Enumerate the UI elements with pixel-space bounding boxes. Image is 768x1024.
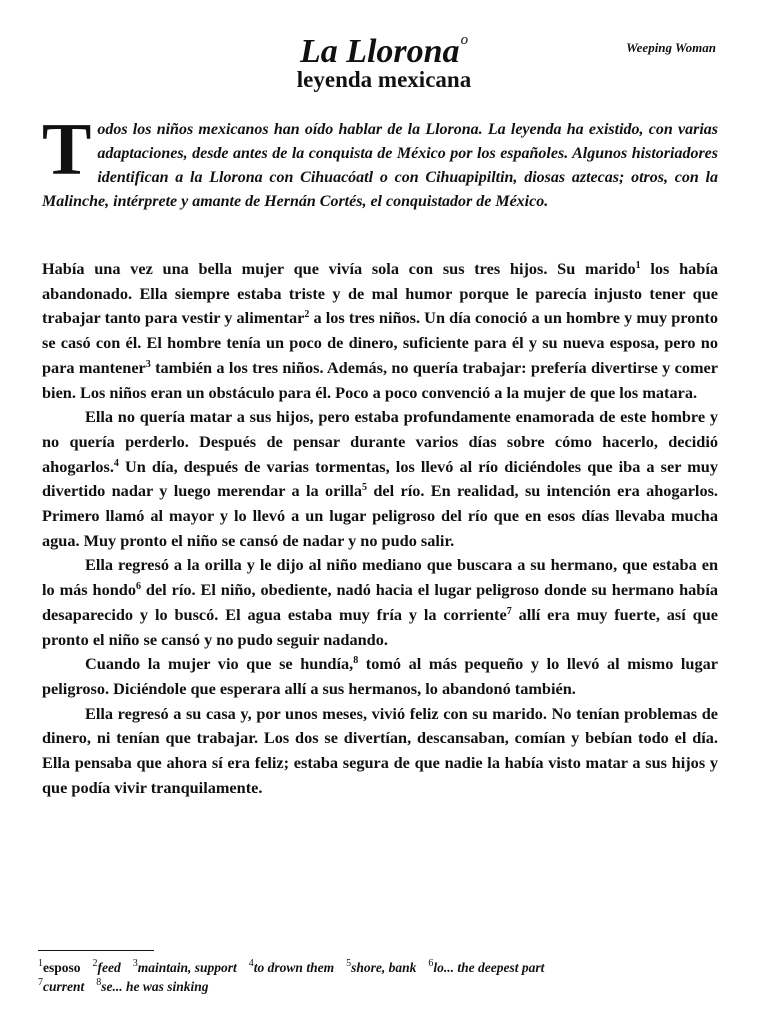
p2-text-b: Un día, después de varias tormentas, los llevó al río diciéndoles que iba a ser muy divertido nadar y luego merendar a la orilla [42, 456, 718, 501]
paragraph-2 [42, 405, 718, 553]
footnote-ref-2: 2 [304, 309, 310, 321]
footnote-word: shore, bank [351, 960, 417, 975]
paragraph-1 [42, 257, 718, 405]
p1-text-d: también a los tres niños. Además, no quería trabajar: prefería divertirse y comer bien. Los niños eran un obstáculo para él. Poco a poco convenció a la mujer de que los matara. [42, 357, 718, 402]
footnote-3 [133, 958, 237, 977]
p3-text-c: allí era muy fuerte, así que pronto el niño se cansó y no pudo seguir nadando. [42, 604, 718, 649]
intro-paragraph [42, 109, 718, 214]
footnote-word: current [43, 979, 85, 994]
footnote-num: 5 [346, 958, 352, 969]
footnote-8 [96, 977, 208, 996]
p3-text-a: Ella regresó a la orilla y le dijo al niño mediano que buscara a su hermano, que estaba en lo más hondo [42, 555, 718, 600]
p4-text-a: Cuando la mujer vio que se hundía, [85, 654, 354, 674]
footnote-num: 6 [428, 958, 434, 969]
footnote-ref-1: 1 [635, 260, 641, 271]
footnote-5 [346, 958, 416, 977]
paragraph-4 [42, 652, 718, 701]
footnote-word: lo... the deepest part [433, 960, 545, 975]
footnote-num: 7 [38, 977, 43, 988]
footnote-7 [38, 977, 84, 996]
footnote-ref-4: 4 [113, 457, 119, 469]
footnote-num: 2 [92, 958, 98, 969]
footnote-4 [249, 958, 334, 977]
footnote-ref-7: 7 [506, 605, 512, 617]
footnote-num: 3 [132, 958, 138, 969]
footnote-ref-8: 8 [353, 655, 359, 667]
footnote-ref-6: 6 [135, 581, 141, 593]
p1-text-c: a los tres niños. Un día conoció a un hombre y muy pronto se casó con él. El hombre tenía un poco de dinero, suficiente para él y su nueva esposa, pero no para mantener [42, 308, 718, 377]
p5-text: Ella regresó a su casa y, por unos meses, vivió feliz con su marido. No tenían problemas de dinero, ni tenían que trabajar. Los dos se divertían, descansaban, comían y bebían todo el día. Ella pensaba que ahora sí era feliz; estaba segura de que nadie la había visto matar a sus hijos y que podía vivir tranquilamente. [42, 703, 718, 797]
footnote-rule [38, 950, 154, 951]
drop-cap: T [42, 109, 92, 191]
footnote-2 [93, 958, 121, 977]
title-footnote-mark: o [460, 32, 469, 48]
footnotes [38, 958, 728, 996]
footnote-num: 8 [96, 977, 102, 988]
paragraph-5 [42, 702, 718, 801]
footnote-1 [38, 958, 81, 977]
p2-text-a: Ella no quería matar a sus hijos, pero estaba profundamente enamorada de este hombre y no quería perderlo. Después de pensar durante varios días sobre cómo hacerlo, decidió ahogarlos. [42, 407, 718, 476]
footnote-word: feed [97, 960, 121, 975]
footnote-word: se... he was sinking [101, 979, 209, 994]
footnote-6 [428, 958, 544, 977]
footnote-word: esposo [43, 960, 81, 975]
page-subtitle: leyenda mexicana [296, 67, 472, 92]
title-gloss: Weeping Woman [626, 40, 716, 55]
intro-text: odos los niños mexicanos han oído hablar de la Llorona. La leyenda ha existido, con varias adaptaciones, desde antes de la conquista de México por los españoles. Algunos historiadores identifican a la Llorona con Cihuacóatl o con Cihuapipiltin, diosas aztecas; otros, con la Malinche, intérprete y amante de Hernán Cortés, el conquistador de México. [42, 121, 718, 210]
p3-text-b: del río. El niño, obediente, nadó hacia el lugar peligroso donde su hermano había desaparecido y lo buscó. El agua estaba muy fría y la corriente [42, 580, 718, 624]
p1-text-b: los había abandonado. Ella siempre estaba triste y de mal humor porque le parecía injusto tener que trabajar tanto para vestir y alimentar [42, 259, 718, 328]
p2-text-c: del río. En realidad, su intención era ahogarlos. Primero llamó al mayor y lo llevó a un lugar peligroso del río que en esos días llevaba mucha agua. Muy pronto el niño se cansó de nadar y no pudo salir. [42, 481, 718, 550]
story-body [42, 257, 718, 800]
paragraph-3 [42, 553, 718, 652]
footnote-num: 4 [248, 958, 254, 969]
footnote-ref-5: 5 [362, 482, 368, 494]
title-row [0, 20, 768, 70]
footnote-ref-3: 3 [145, 358, 151, 370]
p4-text-b: tomó al más pequeño y lo llevó al mismo lugar peligroso. Diciéndole que esperara allí a sus hermanos, lo abandonó también. [42, 654, 718, 698]
p1-text-a: Había una vez una bella mujer que vivía sola con sus tres hijos. Su marido [42, 259, 636, 278]
title-text: La Llorona [299, 33, 460, 70]
footnote-word: maintain, support [137, 960, 237, 975]
footnote-word: to drown them [253, 960, 335, 975]
footnote-num: 1 [38, 958, 43, 969]
